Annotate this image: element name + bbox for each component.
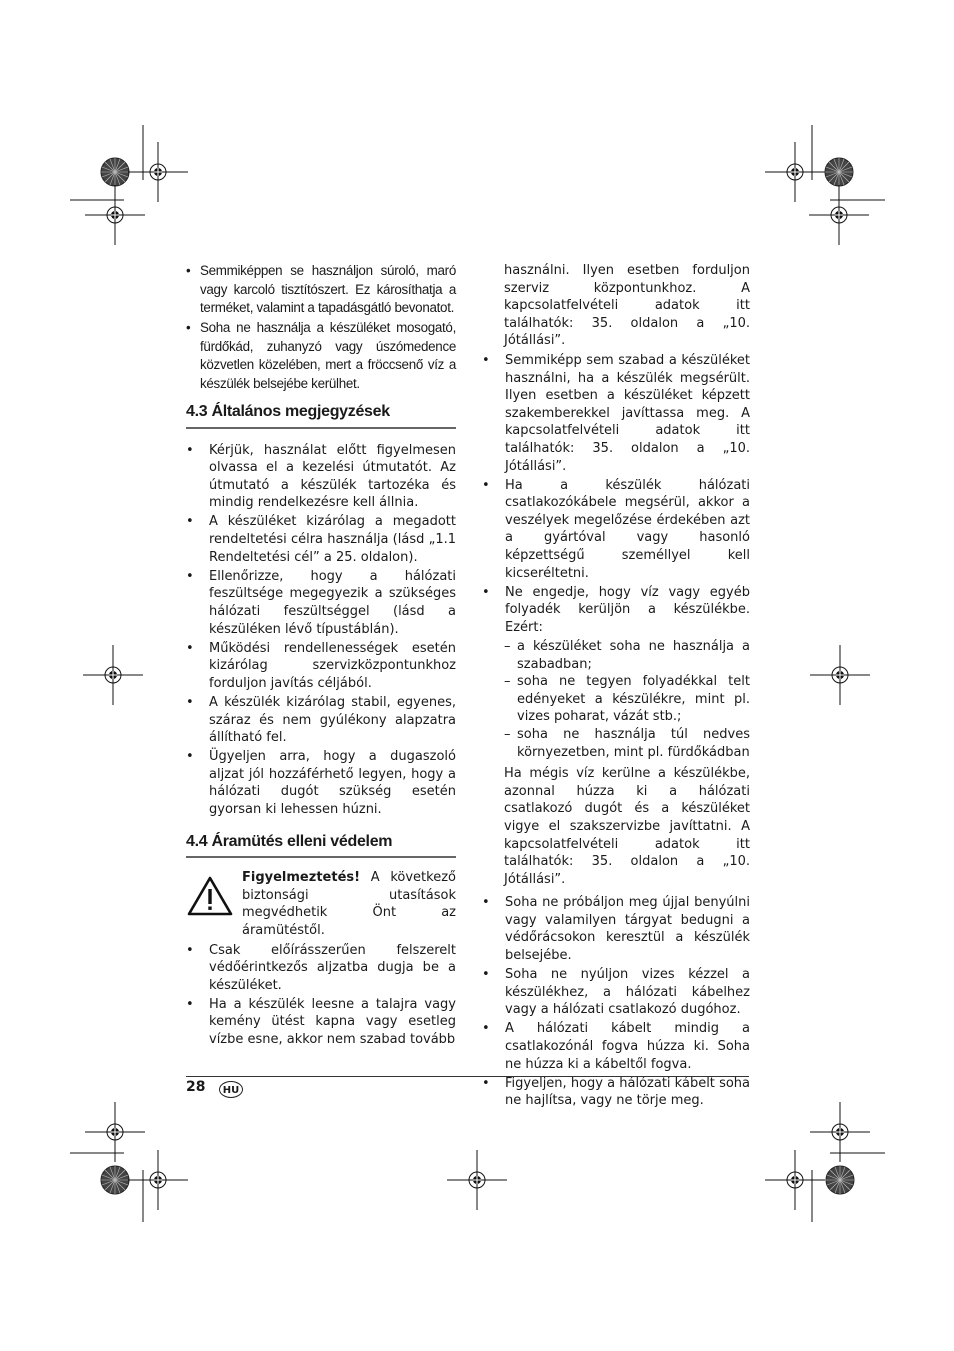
list-item: • Semmiképpen se használjon súroló, maró vagy karcoló tisztítószert. Ez károsíthatja a terméket, valamint a tapadásgátló bevonatot. (186, 262, 456, 318)
warning-text (242, 869, 456, 939)
list-item: • Figyeljen, hogy a hálózati kábelt soha ne hajlítsa, vagy ne törje meg. (482, 1075, 750, 1110)
right-bullet-list-a (482, 352, 750, 637)
footer-divider (186, 1076, 749, 1077)
list-item: • Soha ne használja a készüléket mosogató, fürdőkád, zuhanyzó vagy úszómedence közvetlen közelében, mert a fröccsenő víz a készülék belsejébe kerülhet. (186, 319, 456, 393)
list-item: • Soha ne nyúljon vizes kézzel a készülékhez, a hálózati kábelhez vagy a hálózati csatlakozó dugóhoz. (482, 966, 750, 1019)
language-badge: HU (219, 1081, 243, 1098)
list-item: • Ha a készülék leesne a talajra vagy kemény ütést kapna vagy esetleg vízbe esne, akkor nem szabad tovább (186, 996, 456, 1049)
warning-block (186, 869, 456, 939)
section-heading-4-4: 4.4 Áramütés elleni védelem (186, 833, 456, 859)
continuation-paragraph: használni. Ilyen esetben forduljon szerviz központunkhoz. A kapcsolatfelvételi adatok itt találhatók: 35. oldalon a „10. Jótállási”. (504, 263, 750, 349)
list-item: • Működési rendellenességek esetén kizárólag szervizközpontunkhoz forduljon javítás céljából. (186, 640, 456, 693)
list-item: • Ellenőrizze, hogy a hálózati feszültsége megegyezik a szükséges hálózati feszültséggel (lásd a készüléken lévő típustáblán). (186, 568, 456, 638)
warning-triangle-icon (187, 875, 233, 917)
warning-label: Figyelmeztetés! (242, 870, 361, 886)
list-item: • A készüléket kizárólag a megadott rendeltetési célra használja (lásd „1.1 Rendeltetési cél” a 25. oldalon). (186, 513, 456, 566)
list-item: • Ne engedje, hogy víz vagy egyéb folyadék kerüljön a készülékbe. Ezért: (482, 584, 750, 637)
list-item: • Semmiképp sem szabad a készüléket használni, ha a készülék megsérült. Ilyen esetben a készüléket képzett szakemberekkel javíttassa meg. A kapcsolatfelvételi adatok itt találhatók: 35. oldalon a „10. Jótállási”. (482, 352, 750, 475)
left-column (186, 262, 456, 1050)
right-bullet-list-b (482, 894, 750, 1110)
section-4-4-bullet-list (186, 942, 456, 1049)
section-4-3-bullet-list (186, 442, 456, 819)
section-heading-4-3: 4.3 Általános megjegyzések (186, 403, 456, 429)
list-item: • Csak előírásszerűen felszerelt védőérintkezős aljzatba dugja be a készüléket. (186, 942, 456, 995)
list-item: • Ügyeljen arra, hogy a dugaszoló aljzat jól hozzáférhető legyen, hogy a hálózati dugót szükség esetén gyorsan ki lehessen húzni. (186, 748, 456, 818)
water-paragraph: Ha mégis víz kerülne a készülékbe, azonnal húzza ki a hálózati csatlakozó dugót és a készüléket vigye el szakszervizbe javíttatni. A kapcsolatfelvételi adatok itt találhatók: 35. oldalon a „10. Jótállási”. (504, 766, 750, 887)
intro-bullet-list (186, 262, 456, 393)
dash-item: – a készüléket soha ne használja a szabadban; (504, 638, 750, 673)
page-number: 28 (186, 1079, 206, 1095)
list-item: • Soha ne próbáljon meg újjal benyúlni vagy valamilyen tárgyat bedugni a védőrácsokon keresztül a készülék belsejébe. (482, 894, 750, 964)
dash-list (504, 638, 750, 761)
list-item: • A készülék kizárólag stabil, egyenes, száraz és nem gyúlékony alapzatra állítható fel. (186, 694, 456, 747)
list-item: • Kérjük, használat előtt figyelmesen olvassa el a kezelési útmutatót. Az útmutató a készülék tartozéka és mindig rendelkezésre kell állnia. (186, 442, 456, 512)
dash-item: – soha ne használja túl nedves környezetben, mint pl. fürdőkádban (504, 726, 750, 761)
list-item: • A hálózati kábelt mindig a csatlakozónál fogva húzza ki. Soha ne húzza ki a kábeltől fogva. (482, 1020, 750, 1073)
right-column (482, 262, 750, 1111)
list-item: • Ha a készülék hálózati csatlakozókábele megsérül, akkor a veszélyek megelőzése érdekében azt a gyártóval vagy hasonló képzettségű személlyel kell kicseréltetni. (482, 477, 750, 583)
dash-item: – soha ne tegyen folyadékkal telt edényeket a készülékre, mint pl. vizes poharat, vázát stb.; (504, 673, 750, 726)
warning-body: A következő biztonsági utasítások megvédhetik Önt az áramütéstől. (242, 870, 456, 938)
